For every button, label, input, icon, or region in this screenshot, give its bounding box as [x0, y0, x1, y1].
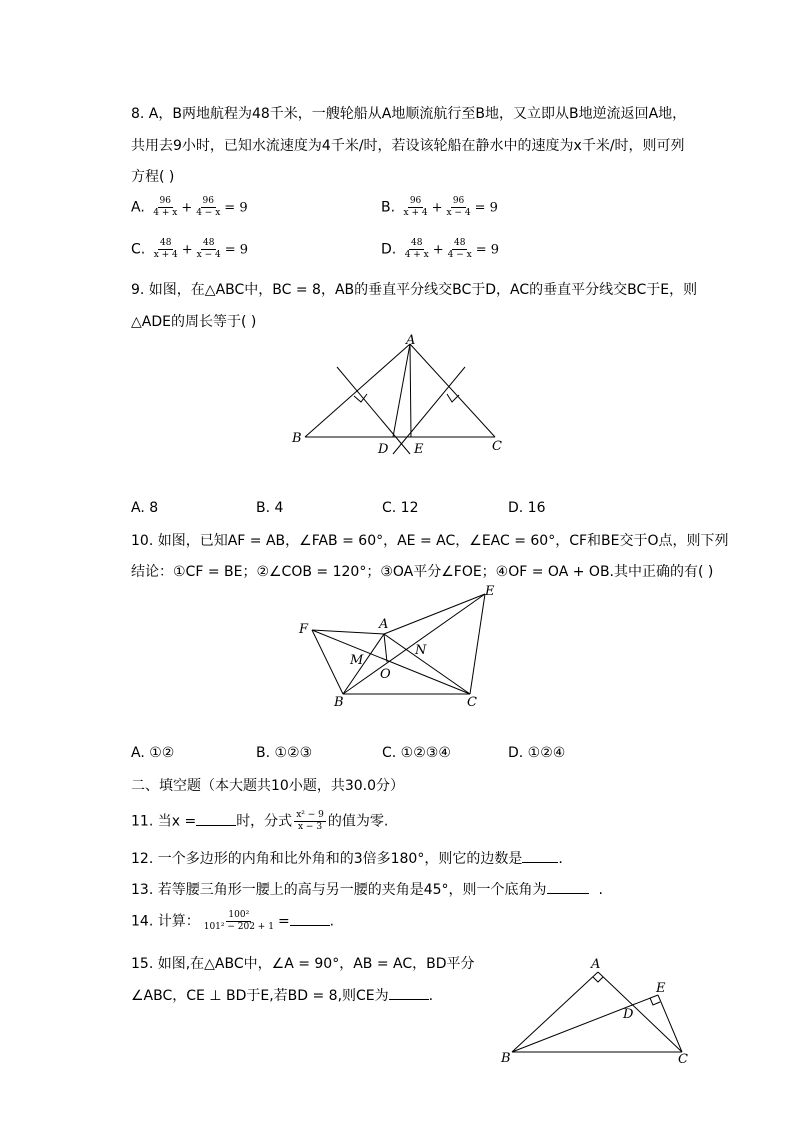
label-f: F — [299, 622, 309, 637]
label-d: D — [378, 442, 389, 457]
section-heading: 二、填空题（本大题共10小题，共30.0分） — [131, 778, 404, 794]
q10-option-b[interactable]: B. ①②③ — [256, 745, 313, 761]
answer-blank[interactable] — [522, 848, 558, 863]
segment-ac — [598, 972, 682, 1052]
fraction: $\frac{96}{x - 4}$ — [446, 196, 471, 218]
segment-be — [343, 594, 485, 694]
segment-fc — [312, 630, 470, 694]
q9-option-c[interactable]: C. 12 — [382, 500, 419, 516]
q9-option-d[interactable]: D. 16 — [508, 500, 546, 516]
fraction: $\frac{96}{4 - x}$ — [196, 196, 221, 218]
q15-figure — [495, 952, 700, 1070]
fraction: $\frac{96}{x + 4}$ — [403, 196, 428, 218]
segment-ab — [305, 344, 410, 437]
label-b: B — [501, 1051, 511, 1066]
right-angle-mark — [593, 977, 603, 982]
q14: 14. 计算： $\frac{\text{100²}}{\text{101² − 202 + 1}}$ = . — [131, 910, 335, 932]
q8-option-d[interactable]: D. $\frac{48}{4 + x}$ + $\frac{48}{4 - x}$ = 9 — [381, 238, 500, 260]
q10-option-c[interactable]: C. ①②③④ — [382, 745, 451, 761]
q15-line2: ∠ABC，CE ⊥ BD于E,若BD = 8,则CE为 . — [131, 985, 433, 1006]
q8-option-c[interactable]: C. $\frac{48}{x + 4}$ + $\frac{48}{x - 4}$ = 9 — [131, 238, 249, 260]
q13: 13. 若等腰三角形一腰上的高与另一腰的夹角是45°，则一个底角为 . — [131, 879, 603, 900]
fraction: $\frac{\text{100²}}{\text{101² − 202 + 1}}$ — [203, 910, 274, 932]
fraction: $\frac{48}{4 + x}$ — [404, 238, 429, 260]
answer-blank[interactable] — [389, 985, 429, 1000]
label-a: A — [406, 333, 416, 348]
q8-option-a[interactable]: A. $\frac{96}{4 + x}$ + $\frac{96}{4 - x}$ = 9 — [131, 196, 248, 218]
q10-option-a[interactable]: A. ①② — [131, 745, 175, 761]
answer-blank[interactable] — [196, 811, 236, 826]
segment-fa — [312, 630, 384, 634]
q8-line3: 方程( ) — [131, 169, 175, 185]
segment-ec — [658, 995, 682, 1052]
segment-ab — [512, 972, 598, 1052]
label-m: M — [350, 653, 364, 668]
q9-option-b[interactable]: B. 4 — [256, 500, 284, 516]
label-d: D — [623, 1007, 634, 1022]
fraction: $\frac{48}{x + 4}$ — [153, 238, 178, 260]
q12: 12. 一个多边形的内角和比外角和的3倍多180°，则它的边数是 . — [131, 848, 563, 869]
label-e: E — [656, 981, 666, 996]
segment-be — [512, 995, 658, 1052]
q8-line2: 共用去9小时，已知水流速度为4千米/时，若设该轮船在静水中的速度为x千米/时，则可列 — [131, 138, 685, 154]
perp-bisector-ab — [337, 367, 410, 454]
segment-ec — [470, 594, 485, 694]
q11: 11. 当x = 时，分式 $\frac{\text{x² − 9}}{x - 3}$ 的值为零. — [131, 810, 389, 832]
q9-line2: △ADE的周长等于( ) — [131, 314, 257, 330]
fraction: $\frac{\text{x² − 9}}{x - 3}$ — [296, 810, 324, 832]
segment-ad — [393, 344, 410, 437]
label-a: A — [379, 617, 389, 632]
fraction: $\frac{48}{x - 4}$ — [196, 238, 221, 260]
q8-option-b[interactable]: B. $\frac{96}{x + 4}$ + $\frac{96}{x - 4}$ = 9 — [381, 196, 498, 218]
segment-ac — [410, 344, 495, 437]
q8-line1: 8. A，B两地航程为48千米，一艘轮船从A地顺流航行至B地，又立即从B地逆流返回A地， — [131, 106, 687, 122]
q10-line1: 10. 如图，已知AF = AB，∠FAB = 60°，AE = AC，∠EAC = 60°，CF和BE交于O点，则下列 — [131, 533, 729, 549]
q15-line1: 15. 如图,在△ABC中，∠A = 90°，AB = AC，BD平分 — [131, 956, 475, 972]
q10-line2: 结论：①CF = BE；②∠COB = 120°；③OA平分∠FOE；④OF = OA + OB.其中正确的有( ) — [131, 564, 714, 580]
label-b: B — [334, 695, 344, 710]
label-o: O — [380, 667, 391, 682]
segment-ao — [384, 634, 387, 662]
label-c: C — [492, 439, 502, 454]
label-a: A — [591, 957, 601, 972]
label-b: B — [292, 431, 302, 446]
q9-option-a[interactable]: A. 8 — [131, 500, 159, 516]
answer-blank[interactable] — [547, 879, 589, 894]
q10-option-d[interactable]: D. ①②④ — [508, 745, 566, 761]
right-angle-mark — [650, 998, 660, 1005]
label-e: E — [485, 584, 495, 599]
answer-blank[interactable] — [290, 911, 330, 926]
label-c: C — [678, 1052, 688, 1067]
label-c: C — [467, 695, 477, 710]
segment-ae — [384, 594, 485, 634]
label-n: N — [415, 643, 427, 658]
fraction: $\frac{96}{4 + x}$ — [153, 196, 178, 218]
q9-figure — [285, 332, 515, 462]
q10-figure — [290, 582, 515, 712]
segment-ae — [410, 344, 411, 437]
segment-fb — [312, 630, 343, 694]
label-e: E — [414, 442, 424, 457]
q9-line1: 9. 如图，在△ABC中，BC = 8，AB的垂直平分线交BC于D，AC的垂直平分线交BC于E，则 — [131, 282, 698, 298]
fraction: $\frac{48}{4 - x}$ — [447, 238, 472, 260]
